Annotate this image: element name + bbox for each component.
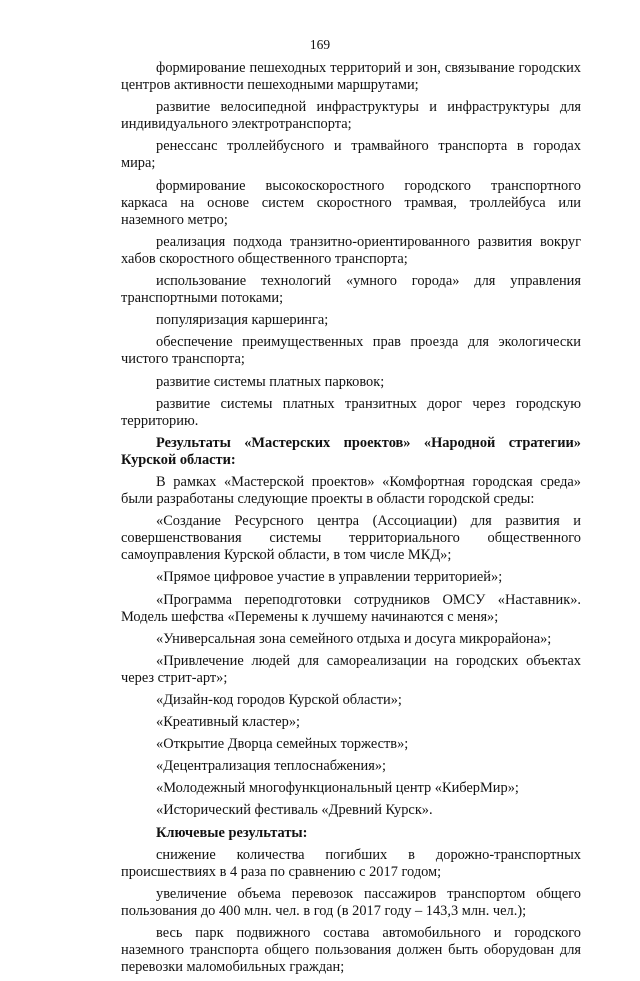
paragraph: «Программа переподготовки сотрудников ОМСУ «Наставник». Модель шефства «Перемены к лучшему начинаются с меня»;: [121, 591, 581, 625]
paragraph: снижение количества погибших в дорожно-транспортных происшествиях в 4 раза по сравнению с 2017 годом;: [121, 846, 581, 880]
paragraph: «Прямое цифровое участие в управлении территорией»;: [156, 569, 503, 586]
page-number: 169: [309, 37, 331, 52]
paragraph: «Создание Ресурсного центра (Ассоциации) для развития и совершенствования системы территориального общественного самоуправления Курской области, в том числе МКД»;: [121, 513, 581, 564]
section-heading: Результаты «Мастерских проектов» «Народной стратегии» Курской области:: [121, 434, 581, 468]
paragraph: «Исторический фестиваль «Древний Курск».: [156, 802, 433, 819]
paragraph: «Открытие Дворца семейных торжеств»;: [156, 736, 409, 753]
paragraph: «Децентрализация теплоснабжения»;: [156, 758, 387, 775]
paragraph: развитие системы платных парковок;: [156, 373, 385, 390]
document-body: [121, 60, 581, 981]
paragraph: использование технологий «умного города» для управления транспортными потоками;: [121, 273, 581, 307]
paragraph: формирование высокоскоростного городского транспортного каркаса на основе систем скоростного трамвая, троллейбуса или наземного метро;: [121, 177, 581, 228]
paragraph: «Молодежный многофункциональный центр «КиберМир»;: [156, 780, 519, 797]
paragraph: увеличение объема перевозок пассажиров транспортом общего пользования до 400 млн. чел. в год (в 2017 году – 143,3 млн. чел.);: [121, 885, 581, 919]
paragraph: ренессанс троллейбусного и трамвайного транспорта в городах мира;: [121, 138, 581, 172]
paragraph: развитие велосипедной инфраструктуры и инфраструктуры для индивидуального электротранспорта;: [121, 99, 581, 133]
paragraph: обеспечение преимущественных прав проезда для экологически чистого транспорта;: [121, 334, 581, 368]
paragraph: весь парк подвижного состава автомобильного и городского наземного транспорта общего пользования должен быть оборудован для перевозки маломобильных граждан;: [121, 925, 581, 976]
paragraph: реализация подхода транзитно-ориентированного развития вокруг хабов скоростного общественного транспорта;: [121, 233, 581, 267]
paragraph: «Привлечение людей для самореализации на городских объектах через стрит-арт»;: [121, 652, 581, 686]
paragraph: «Креативный кластер»;: [156, 714, 301, 731]
paragraph: развитие системы платных транзитных дорог через городскую территорию.: [121, 395, 581, 429]
paragraph: популяризация каршеринга;: [156, 312, 329, 329]
paragraph: формирование пешеходных территорий и зон, связывание городских центров активности пешеходными маршрутами;: [121, 60, 581, 94]
paragraph: В рамках «Мастерской проектов» «Комфортная городская среда» были разработаны следующие проекты в области городской среды:: [121, 473, 581, 508]
paragraph: «Дизайн-код городов Курской области»;: [156, 692, 402, 708]
section-heading: Ключевые результаты:: [156, 824, 308, 841]
paragraph: «Универсальная зона семейного отдыха и досуга микрорайона»;: [156, 630, 552, 647]
